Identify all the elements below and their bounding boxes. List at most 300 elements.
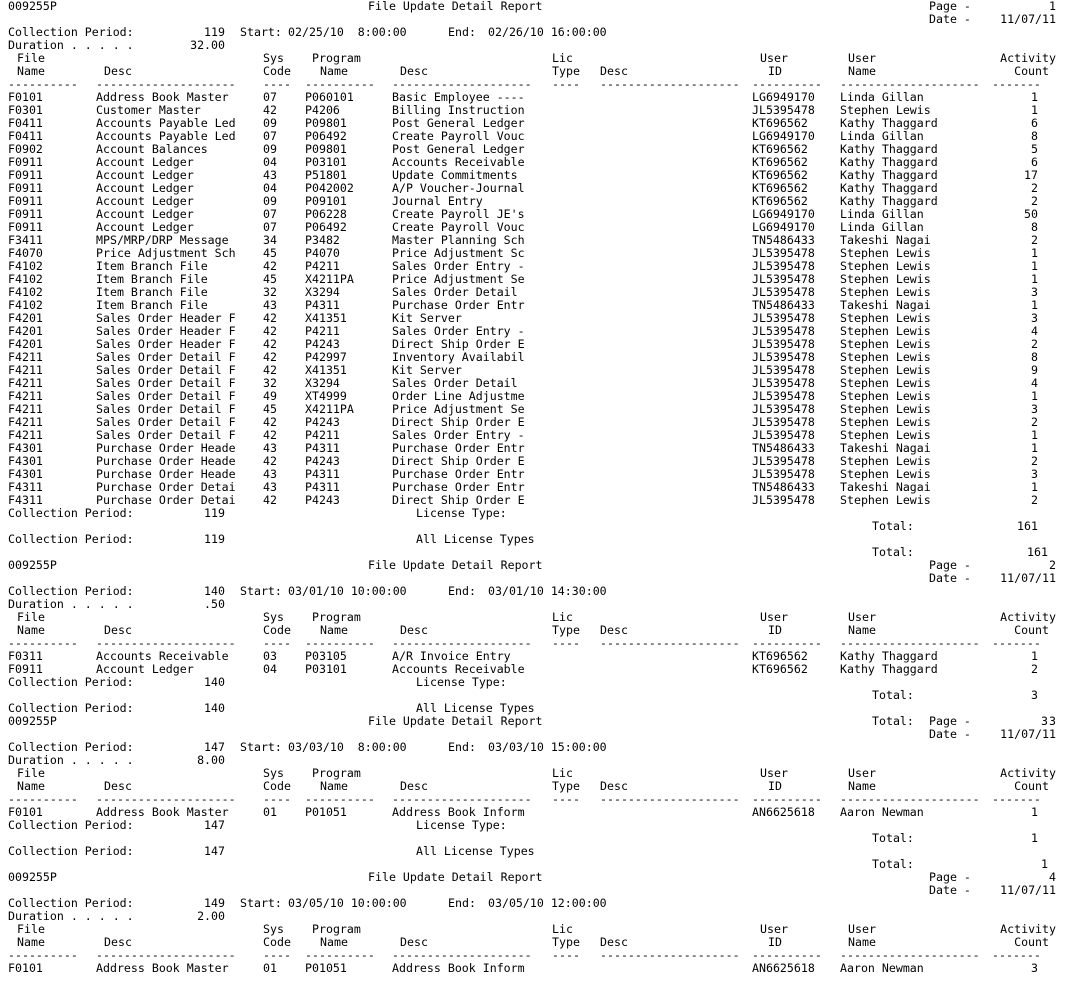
cell-program-name: P06492 [305, 220, 347, 234]
cell-file-desc: Account Ledger [96, 194, 194, 208]
cell-program-name: P4311 [305, 480, 340, 494]
end-label: End: [448, 584, 476, 598]
column-header-program-name: Name [320, 623, 348, 637]
report-date: 11/07/11 [1000, 727, 1056, 741]
program-id: 009255P [8, 714, 57, 728]
cell-user-name: Stephen Lewis [840, 493, 931, 507]
cell-file-name: F4211 [8, 389, 43, 403]
cell-sys-code: 01 [263, 805, 277, 819]
cell-file-desc: Sales Order Detail F [96, 415, 236, 429]
column-header-program-name: Program [312, 766, 361, 780]
column-header-file-name: Name [17, 779, 45, 793]
cell-file-name: F0911 [8, 662, 43, 676]
column-header-file-desc: Desc [104, 64, 132, 78]
all-license-types-line [0, 845, 1076, 858]
column-header-file-name: File [17, 766, 45, 780]
cell-file-desc: Address Book Master [96, 805, 229, 819]
cell-activity-count: 5 [1031, 142, 1038, 156]
cell-activity-count: 8 [1031, 129, 1038, 143]
cell-activity-count: 4 [1031, 376, 1038, 390]
cell-program-name: P4311 [305, 298, 340, 312]
cell-file-desc: Account Ledger [96, 662, 194, 676]
all-license-types-total: 161 [1027, 545, 1048, 559]
cell-file-desc: Account Ledger [96, 220, 194, 234]
cell-file-desc: Purchase Order Heade [96, 454, 236, 468]
duration-line [0, 598, 1076, 611]
cell-file-name: F4201 [8, 324, 43, 338]
cell-file-desc: Sales Order Detail F [96, 402, 236, 416]
cell-user-name: Stephen Lewis [840, 103, 931, 117]
cell-user-name: Stephen Lewis [840, 363, 931, 377]
separator-dashes: ---- [263, 636, 291, 650]
cell-user-id: JL5395478 [752, 324, 815, 338]
cell-sys-code: 42 [263, 259, 277, 273]
column-header-file-name: Name [17, 935, 45, 949]
duration-label: Duration . . . . . [8, 909, 134, 923]
cell-activity-count: 17 [1024, 168, 1038, 182]
cell-user-id: JL5395478 [752, 337, 815, 351]
cell-user-id: LG6949170 [752, 207, 815, 221]
end-value: 02/26/10 16:00:00 [488, 25, 607, 39]
cell-activity-count: 4 [1031, 324, 1038, 338]
column-header-lic-desc: Desc [600, 779, 628, 793]
column-header-line-1 [0, 52, 1076, 65]
column-header-lic-type: Type [552, 623, 580, 637]
collection-period-line [0, 741, 1076, 754]
cell-file-desc: Item Branch File [96, 259, 208, 273]
license-type-subtotal-line [0, 507, 1076, 520]
collection-period-label: Collection Period: [8, 25, 134, 39]
cell-activity-count: 2 [1031, 233, 1038, 247]
cell-user-id: TN5486433 [752, 480, 815, 494]
cell-sys-code: 42 [263, 337, 277, 351]
cell-activity-count: 3 [1031, 311, 1038, 325]
cell-program-desc: Create Payroll JE's [392, 207, 525, 221]
cell-user-name: Stephen Lewis [840, 324, 931, 338]
separator-dashes: -------------------- [392, 792, 532, 806]
cell-sys-code: 42 [263, 350, 277, 364]
cell-user-name: Stephen Lewis [840, 428, 931, 442]
separator-dashes: ---- [263, 948, 291, 962]
cell-sys-code: 07 [263, 207, 277, 221]
page-header-line [0, 715, 1076, 728]
cell-program-desc: Price Adjustment Se [392, 402, 525, 416]
cell-program-name: P4311 [305, 467, 340, 481]
cell-user-id: KT696562 [752, 168, 808, 182]
separator-dashes: -------------------- [392, 77, 532, 91]
cell-activity-count: 3 [1031, 467, 1038, 481]
page-label: Page - [929, 870, 971, 884]
cell-program-desc: Post General Ledger [392, 116, 525, 130]
cell-user-name: Kathy Thaggard [840, 181, 938, 195]
cell-sys-code: 42 [263, 493, 277, 507]
cell-sys-code: 45 [263, 402, 277, 416]
cell-program-desc: Update Commitments [392, 168, 518, 182]
separator-dashes: -------------------- [600, 948, 740, 962]
cell-activity-count: 3 [1031, 285, 1038, 299]
cell-program-name: P4206 [305, 103, 340, 117]
total-label: Total: [872, 714, 914, 728]
duration-value: 2.00 [197, 909, 225, 923]
cell-file-desc: MPS/MRP/DRP Message [96, 233, 229, 247]
cell-sys-code: 43 [263, 298, 277, 312]
column-header-lic-type: Type [552, 935, 580, 949]
license-type-label: License Type: [416, 818, 507, 832]
cell-program-name: P06492 [305, 129, 347, 143]
collection-period-value: 140 [204, 675, 225, 689]
cell-file-desc: Purchase Order Heade [96, 467, 236, 481]
cell-user-name: Takeshi Nagai [840, 480, 931, 494]
cell-user-id: AN6625618 [752, 961, 815, 975]
end-value: 03/03/10 15:00:00 [488, 740, 607, 754]
cell-user-id: JL5395478 [752, 350, 815, 364]
separator-dashes: ------- [992, 636, 1041, 650]
cell-program-name: P4243 [305, 415, 340, 429]
start-value: 03/05/10 10:00:00 [288, 896, 407, 910]
cell-file-name: F0101 [8, 961, 43, 975]
collection-period-value: 119 [204, 25, 225, 39]
all-license-types-label: All License Types [416, 532, 535, 546]
cell-file-name: F4102 [8, 298, 43, 312]
date-label: Date - [929, 571, 971, 585]
cell-user-id: JL5395478 [752, 363, 815, 377]
separator-dashes: ---------- [752, 77, 822, 91]
cell-user-name: Linda Gillan [840, 207, 924, 221]
separator-dashes: ---------- [305, 792, 375, 806]
cell-file-desc: Sales Order Detail F [96, 350, 236, 364]
separator-dashes: -------------------- [840, 948, 980, 962]
cell-user-id: LG6949170 [752, 220, 815, 234]
duration-line [0, 910, 1076, 923]
duration-label: Duration . . . . . [8, 38, 134, 52]
cell-sys-code: 49 [263, 389, 277, 403]
column-header-user-name: Name [848, 935, 876, 949]
cell-program-desc: Sales Order Detail [392, 285, 518, 299]
separator-dashes: -------------------- [392, 636, 532, 650]
page-number: 2 [1049, 558, 1056, 572]
cell-program-desc: Create Payroll Vouc [392, 129, 525, 143]
cell-file-name: F0902 [8, 142, 43, 156]
cell-user-name: Stephen Lewis [840, 467, 931, 481]
collection-period-value: 140 [204, 701, 225, 715]
cell-program-name: P01051 [305, 805, 347, 819]
cell-file-name: F4301 [8, 467, 43, 481]
collection-period-label: Collection Period: [8, 506, 134, 520]
cell-sys-code: 09 [263, 142, 277, 156]
cell-program-name: X3294 [305, 376, 340, 390]
column-header-program-desc: Desc [400, 935, 428, 949]
cell-file-desc: Item Branch File [96, 272, 208, 286]
cell-sys-code: 45 [263, 246, 277, 260]
cell-user-name: Stephen Lewis [840, 350, 931, 364]
start-label: Start: [240, 584, 282, 598]
end-label: End: [448, 25, 476, 39]
cell-user-name: Stephen Lewis [840, 337, 931, 351]
duration-line [0, 39, 1076, 52]
column-header-line-1 [0, 923, 1076, 936]
collection-period-label: Collection Period: [8, 896, 134, 910]
separator-dashes: -------------------- [96, 636, 236, 650]
cell-activity-count: 1 [1031, 441, 1038, 455]
page-label: Page - [929, 558, 971, 572]
column-header-file-name: File [17, 51, 45, 65]
cell-sys-code: 43 [263, 168, 277, 182]
cell-file-name: F4201 [8, 337, 43, 351]
cell-program-desc: Create Payroll Vouc [392, 220, 525, 234]
cell-program-desc: Post General Ledger [392, 142, 525, 156]
cell-program-name: X3294 [305, 285, 340, 299]
cell-user-id: KT696562 [752, 181, 808, 195]
column-header-lic-type: Lic [552, 610, 573, 624]
cell-user-name: Kathy Thaggard [840, 194, 938, 208]
cell-activity-count: 6 [1031, 155, 1038, 169]
cell-sys-code: 42 [263, 324, 277, 338]
duration-label: Duration . . . . . [8, 753, 134, 767]
cell-user-id: JL5395478 [752, 467, 815, 481]
cell-user-name: Stephen Lewis [840, 285, 931, 299]
date-label: Date - [929, 727, 971, 741]
end-value: 03/01/10 14:30:00 [488, 584, 607, 598]
separator-dashes: ---------- [8, 948, 78, 962]
cell-file-desc: Account Ledger [96, 168, 194, 182]
page-header-line [0, 0, 1076, 13]
cell-sys-code: 42 [263, 103, 277, 117]
cell-program-desc: Sales Order Entry - [392, 324, 525, 338]
cell-file-desc: Price Adjustment Sch [96, 246, 236, 260]
column-header-user-name: Name [848, 623, 876, 637]
cell-activity-count: 2 [1031, 415, 1038, 429]
cell-sys-code: 42 [263, 363, 277, 377]
collection-period-line [0, 897, 1076, 910]
cell-user-id: KT696562 [752, 194, 808, 208]
column-header-line-1 [0, 767, 1076, 780]
total-label: Total: [872, 545, 914, 559]
start-label: Start: [240, 896, 282, 910]
all-license-types-total: 1 [1041, 857, 1048, 871]
column-header-file-desc: Desc [104, 935, 132, 949]
separator-dashes: ---------- [305, 636, 375, 650]
cell-file-name: F4102 [8, 259, 43, 273]
end-label: End: [448, 896, 476, 910]
column-header-program-desc: Desc [400, 64, 428, 78]
cell-user-name: Kathy Thaggard [840, 168, 938, 182]
cell-user-id: KT696562 [752, 662, 808, 676]
cell-file-name: F0911 [8, 220, 43, 234]
column-header-sys-code: Sys [263, 610, 284, 624]
cell-file-name: F3411 [8, 233, 43, 247]
program-id: 009255P [8, 558, 57, 572]
cell-user-id: KT696562 [752, 116, 808, 130]
cell-program-desc: Direct Ship Order E [392, 415, 525, 429]
collection-period-value: 140 [204, 584, 225, 598]
cell-program-desc: Journal Entry [392, 194, 483, 208]
column-header-file-desc: Desc [104, 779, 132, 793]
cell-program-desc: Purchase Order Entr [392, 480, 525, 494]
cell-user-id: JL5395478 [752, 376, 815, 390]
column-header-user-id: User [760, 766, 788, 780]
cell-user-id: TN5486433 [752, 441, 815, 455]
column-header-program-name: Name [320, 779, 348, 793]
column-header-lic-type: Type [552, 64, 580, 78]
cell-sys-code: 45 [263, 272, 277, 286]
column-header-lic-desc: Desc [600, 64, 628, 78]
license-type-total-line [0, 689, 1076, 702]
start-label: Start: [240, 740, 282, 754]
report-title: File Update Detail Report [368, 0, 543, 13]
cell-activity-count: 2 [1031, 454, 1038, 468]
cell-program-name: XT4999 [305, 389, 347, 403]
column-header-file-desc: Desc [104, 623, 132, 637]
total-label: Total: [872, 688, 914, 702]
separator-dashes: ---- [552, 792, 580, 806]
date-label: Date - [929, 12, 971, 26]
cell-program-desc: Sales Order Detail [392, 376, 518, 390]
column-header-program-name: Program [312, 922, 361, 936]
total-label: Total: [872, 831, 914, 845]
cell-user-name: Kathy Thaggard [840, 662, 938, 676]
collection-period-value: 147 [204, 844, 225, 858]
cell-sys-code: 42 [263, 415, 277, 429]
separator-dashes: ---------- [752, 948, 822, 962]
column-header-activity-count: Activity [1000, 766, 1056, 780]
cell-program-desc: A/P Voucher-Journal [392, 181, 525, 195]
collection-period-label: Collection Period: [8, 675, 134, 689]
cell-program-name: P4211 [305, 259, 340, 273]
cell-file-name: F4211 [8, 415, 43, 429]
separator-dashes: ---------- [305, 77, 375, 91]
column-header-user-name: User [848, 610, 876, 624]
collection-period-label: Collection Period: [8, 740, 134, 754]
separator-dashes: -------------------- [840, 792, 980, 806]
cell-file-name: F0101 [8, 90, 43, 104]
cell-file-name: F0411 [8, 129, 43, 143]
collection-period-value: 147 [204, 740, 225, 754]
separator-dashes: ---- [552, 636, 580, 650]
cell-user-name: Takeshi Nagai [840, 441, 931, 455]
column-header-activity-count: Activity [1000, 610, 1056, 624]
license-type-label: License Type: [416, 675, 507, 689]
cell-program-name: P4070 [305, 246, 340, 260]
cell-activity-count: 2 [1031, 337, 1038, 351]
cell-program-desc: Price Adjustment Sc [392, 246, 525, 260]
cell-file-desc: Sales Order Detail F [96, 428, 236, 442]
cell-activity-count: 9 [1031, 363, 1038, 377]
cell-program-desc: Purchase Order Entr [392, 298, 525, 312]
total-label: Total: [872, 519, 914, 533]
page-label: Page - [929, 714, 971, 728]
cell-user-id: TN5486433 [752, 233, 815, 247]
cell-file-name: F0101 [8, 805, 43, 819]
page-label: Page - [929, 0, 971, 13]
column-header-program-desc: Desc [400, 779, 428, 793]
cell-sys-code: 42 [263, 311, 277, 325]
cell-user-id: JL5395478 [752, 272, 815, 286]
cell-activity-count: 1 [1031, 272, 1038, 286]
cell-user-name: Stephen Lewis [840, 246, 931, 260]
column-header-file-name: Name [17, 623, 45, 637]
cell-file-name: F0911 [8, 207, 43, 221]
cell-program-desc: Accounts Receivable [392, 662, 525, 676]
collection-period-line [0, 585, 1076, 598]
cell-program-name: P060101 [305, 90, 354, 104]
all-license-types-total: 3 [1041, 714, 1048, 728]
cell-program-desc: Sales Order Entry - [392, 259, 525, 273]
cell-user-name: Stephen Lewis [840, 402, 931, 416]
cell-user-name: Linda Gillan [840, 220, 924, 234]
collection-period-label: Collection Period: [8, 701, 134, 715]
column-header-user-id: User [760, 610, 788, 624]
separator-dashes: ---- [552, 77, 580, 91]
cell-user-id: KT696562 [752, 649, 808, 663]
cell-file-desc: Purchase Order Detai [96, 480, 236, 494]
column-header-sys-code: Code [263, 64, 291, 78]
date-label: Date - [929, 883, 971, 897]
separator-dashes: ---------- [752, 636, 822, 650]
report-date: 11/07/11 [1000, 12, 1056, 26]
cell-user-name: Aaron Newman [840, 961, 924, 975]
cell-program-desc: Billing Instruction [392, 103, 525, 117]
cell-program-desc: Direct Ship Order E [392, 454, 525, 468]
separator-dashes: ------- [992, 948, 1041, 962]
duration-value: .50 [204, 597, 225, 611]
cell-file-name: F0911 [8, 155, 43, 169]
separator-dashes: ---- [263, 792, 291, 806]
cell-file-desc: Sales Order Detail F [96, 363, 236, 377]
cell-sys-code: 07 [263, 90, 277, 104]
collection-period-line [0, 26, 1076, 39]
column-header-sys-code: Sys [263, 766, 284, 780]
cell-sys-code: 42 [263, 428, 277, 442]
column-header-sys-code: Sys [263, 922, 284, 936]
column-header-sys-code: Sys [263, 51, 284, 65]
cell-file-desc: Accounts Payable Led [96, 116, 236, 130]
column-header-sys-code: Code [263, 779, 291, 793]
cell-sys-code: 43 [263, 467, 277, 481]
cell-user-id: JL5395478 [752, 246, 815, 260]
cell-program-desc: Address Book Inform [392, 805, 525, 819]
cell-sys-code: 01 [263, 961, 277, 975]
column-header-lic-desc: Desc [600, 935, 628, 949]
cell-program-name: P06228 [305, 207, 347, 221]
cell-sys-code: 32 [263, 376, 277, 390]
cell-program-name: P03101 [305, 662, 347, 676]
cell-sys-code: 34 [263, 233, 277, 247]
cell-program-desc: Direct Ship Order E [392, 493, 525, 507]
table-row [0, 494, 1076, 507]
separator-dashes: -------------------- [600, 77, 740, 91]
page-number: 4 [1049, 870, 1056, 884]
column-header-lic-desc: Desc [600, 623, 628, 637]
separator-dashes: -------------------- [96, 77, 236, 91]
program-id: 009255P [8, 870, 57, 884]
cell-program-desc: Sales Order Entry - [392, 428, 525, 442]
cell-program-name: X41351 [305, 363, 347, 377]
column-header-program-name: Program [312, 51, 361, 65]
all-license-types-label: All License Types [416, 844, 535, 858]
cell-user-name: Stephen Lewis [840, 272, 931, 286]
cell-activity-count: 1 [1031, 389, 1038, 403]
separator-dashes: ------- [992, 77, 1041, 91]
cell-user-name: Stephen Lewis [840, 389, 931, 403]
report-date: 11/07/11 [1000, 883, 1056, 897]
cell-sys-code: 32 [263, 285, 277, 299]
column-header-user-name: Name [848, 64, 876, 78]
cell-file-desc: Account Ledger [96, 207, 194, 221]
cell-user-name: Linda Gillan [840, 90, 924, 104]
cell-file-desc: Sales Order Header F [96, 337, 236, 351]
start-value: 03/03/10 8:00:00 [288, 740, 407, 754]
cell-user-id: LG6949170 [752, 90, 815, 104]
